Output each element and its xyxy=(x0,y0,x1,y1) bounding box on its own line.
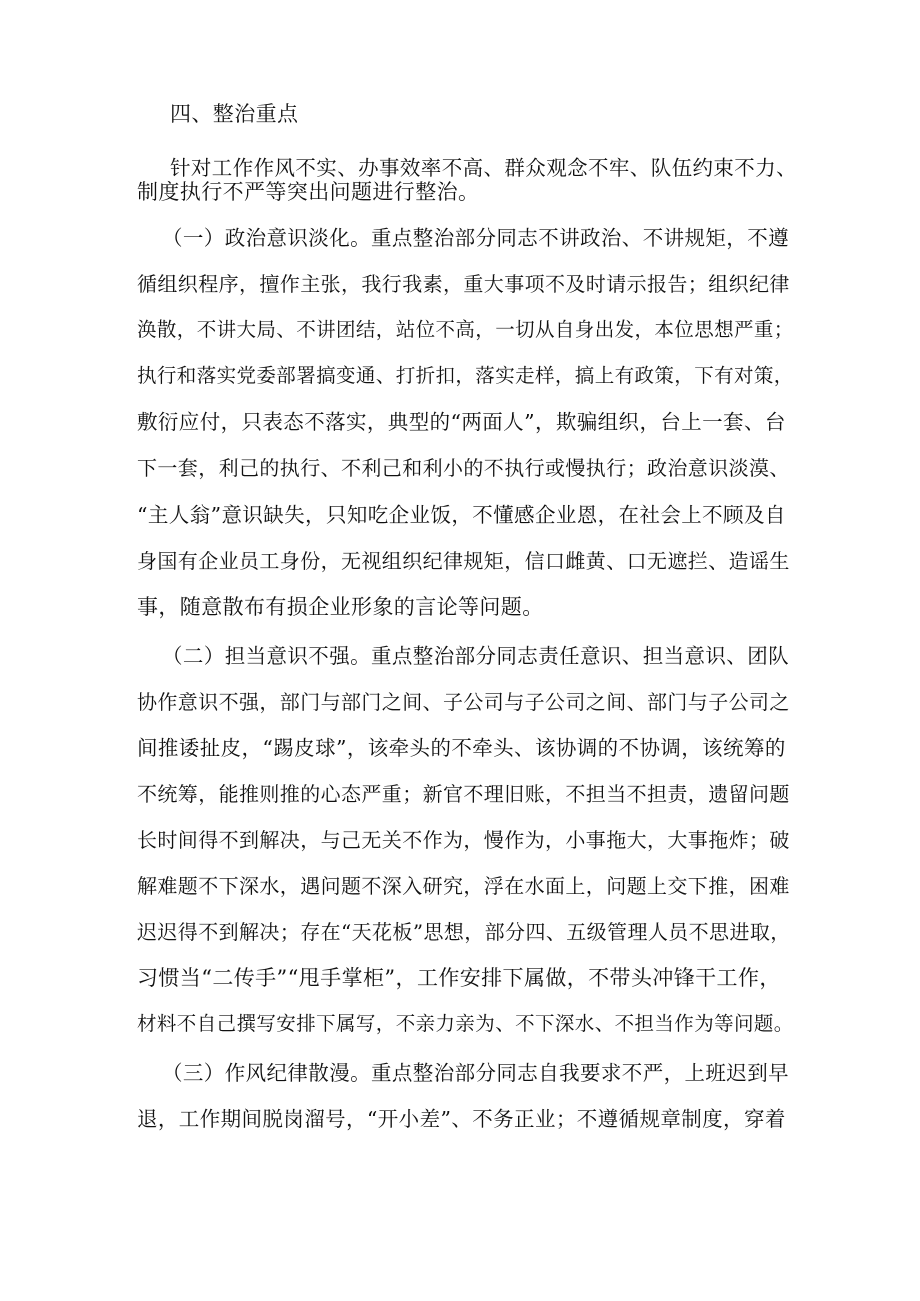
paragraph-line: 敷衍应付，只表态不落实，典型的“两面人”，欺骗组织，台上一套、台 xyxy=(137,410,786,434)
paragraph-line: 解难题不下深水，遇问题不深入研究，浮在水面上，问题上交下推，困难 xyxy=(137,874,790,898)
paragraph-line: 习惯当“二传手”“甩手掌柜”，工作安排下属做，不带头冲锋干工作， xyxy=(137,966,781,990)
paragraph-line: 身国有企业员工身份，无视组织纪律规矩，信口雌黄、口无遮拦、造谣生 xyxy=(137,549,790,573)
paragraph-line: 长时间得不到解决，与己无关不作为，慢作为，小事拖大，大事拖炸；破 xyxy=(137,828,790,852)
paragraph-line: （一）政治意识淡化。重点整治部分同志不讲政治、不讲规矩，不遵 xyxy=(162,226,789,250)
paragraph-line: 不统筹，能推则推的心态严重；新官不理旧账，不担当不担责，遗留问题 xyxy=(137,782,790,806)
paragraph-line: 下一套，利己的执行、不利己和利小的不执行或慢执行；政治意识淡漠、 xyxy=(137,456,790,480)
paragraph-line: 涣散，不讲大局、不讲团结，站位不高，一切从自身出发，本位思想严重； xyxy=(137,318,794,341)
section-heading: 四、整治重点 xyxy=(170,102,299,126)
paragraph-line: 事，随意散布有损企业形象的言论等问题。 xyxy=(137,595,544,619)
paragraph-line: 间推诿扯皮，“踢皮球”，该牵头的不牵头、该协调的不协调，该统筹的 xyxy=(137,736,786,760)
paragraph-line: （三）作风纪律散漫。重点整治部分同志自我要求不严，上班迟到早 xyxy=(162,1061,789,1085)
paragraph-line: 材料不自己撰写安排下属写，不亲力亲为、不下深水、不担当作为等问题。 xyxy=(137,1012,794,1035)
paragraph-line: 退，工作期间脱岗溜号，“开小差”、不务正业；不遵循规章制度，穿着 xyxy=(137,1107,786,1131)
paragraph-line: 执行和落实党委部署搞变通、打折扣，落实走样，搞上有政策，下有对策， xyxy=(137,364,794,387)
intro-line: 针对工作作风不实、办事效率不高、群众观念不牢、队伍约束不力、 xyxy=(170,156,797,180)
paragraph-line: 迟迟得不到解决；存在“天花板”思想，部分四、五级管理人员不思进取， xyxy=(137,920,791,944)
paragraph-line: “主人翁”意识缺失，只知吃企业饭，不懂感企业恩，在社会上不顾及自 xyxy=(137,503,786,527)
paragraph-line: 协作意识不强，部门与部门之间、子公司与子公司之间、部门与子公司之 xyxy=(137,690,790,714)
paragraph-line: 循组织程序，擅作主张，我行我素，重大事项不及时请示报告；组织纪律 xyxy=(137,272,790,296)
intro-line: 制度执行不严等突出问题进行整治。 xyxy=(137,180,480,204)
paragraph-line: （二）担当意识不强。重点整治部分同志责任意识、担当意识、团队 xyxy=(162,644,789,668)
